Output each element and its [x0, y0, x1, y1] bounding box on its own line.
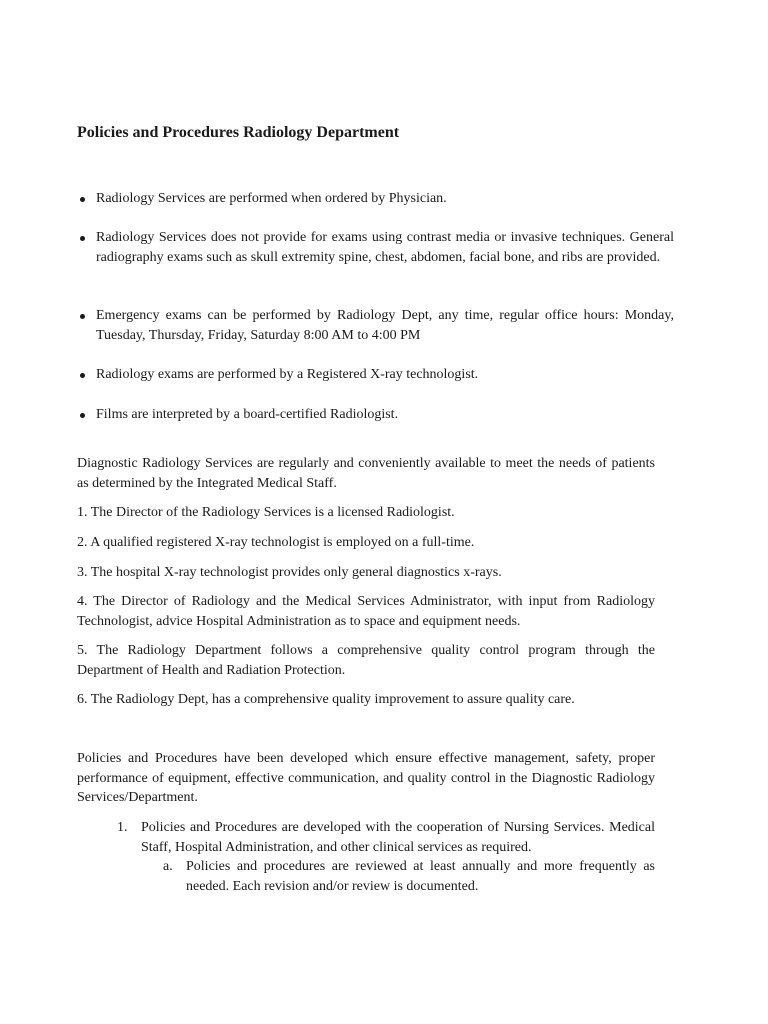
- sub-sub-list-marker: a.: [163, 859, 173, 874]
- document-title: Policies and Procedures Radiology Department: [77, 124, 400, 141]
- sub-list-text: Policies and Procedures are developed with the cooperation of Nursing Services. Medical Staff, Hospital Administration, and other clinical services as required.: [141, 820, 655, 855]
- bullet-item: [77, 365, 674, 385]
- bullet-item: [77, 189, 674, 209]
- numbered-item: 4. The Director of Radiology and the Medical Services Administrator, with input from Radiology Technologist, advice Hospital Administration as to space and equipment needs.: [77, 594, 655, 629]
- bullet-icon: [80, 197, 85, 202]
- intro-paragraph: Diagnostic Radiology Services are regularly and conveniently available to meet the needs of patients as determined by the Integrated Medical Staff.: [77, 456, 655, 491]
- bullet-text: Radiology Services are performed when ordered by Physician.: [96, 191, 447, 206]
- sub-list-marker: 1.: [117, 820, 128, 835]
- numbered-item: 1. The Director of the Radiology Services is a licensed Radiologist.: [77, 505, 455, 520]
- sub-sub-list-item: [163, 857, 655, 896]
- bullet-icon: [80, 413, 85, 418]
- numbered-item: 3. The hospital X-ray technologist provides only general diagnostics x-rays.: [77, 565, 502, 580]
- bullet-item: [77, 228, 674, 267]
- bullet-item: [77, 306, 674, 345]
- numbered-item: 5. The Radiology Department follows a comprehensive quality control program through the Department of Health and Radiation Protection.: [77, 643, 655, 678]
- sub-sub-list-text: Policies and procedures are reviewed at least annually and more frequently as needed. Each revision and/or review is documented.: [186, 859, 655, 894]
- bullet-text: Radiology Services does not provide for exams using contrast media or invasive techniques. General radiography exams such as skull extremity spine, chest, abdomen, facial bone, and ribs are provided.: [96, 230, 674, 265]
- bullet-text: Films are interpreted by a board-certified Radiologist.: [96, 407, 399, 422]
- bullet-icon: [80, 373, 85, 378]
- bullet-icon: [80, 314, 85, 319]
- bullet-text: Radiology exams are performed by a Registered X-ray technologist.: [96, 367, 479, 382]
- bullet-item: [77, 405, 674, 425]
- policies-paragraph: Policies and Procedures have been developed which ensure effective management, safety, proper performance of equipment, effective communication, and quality control in the Diagnostic Radiology Services/Department.: [77, 751, 655, 805]
- bullet-text: Emergency exams can be performed by Radiology Dept, any time, regular office hours: Monday, Tuesday, Thursday, Friday, Saturday 8:00 AM to 4:00 PM: [96, 308, 674, 343]
- bullet-icon: [80, 236, 85, 241]
- numbered-item: 2. A qualified registered X-ray technologist is employed on a full-time.: [77, 535, 475, 550]
- sub-list-item: [117, 818, 655, 857]
- numbered-item: 6. The Radiology Dept, has a comprehensive quality improvement to assure quality care.: [77, 692, 575, 707]
